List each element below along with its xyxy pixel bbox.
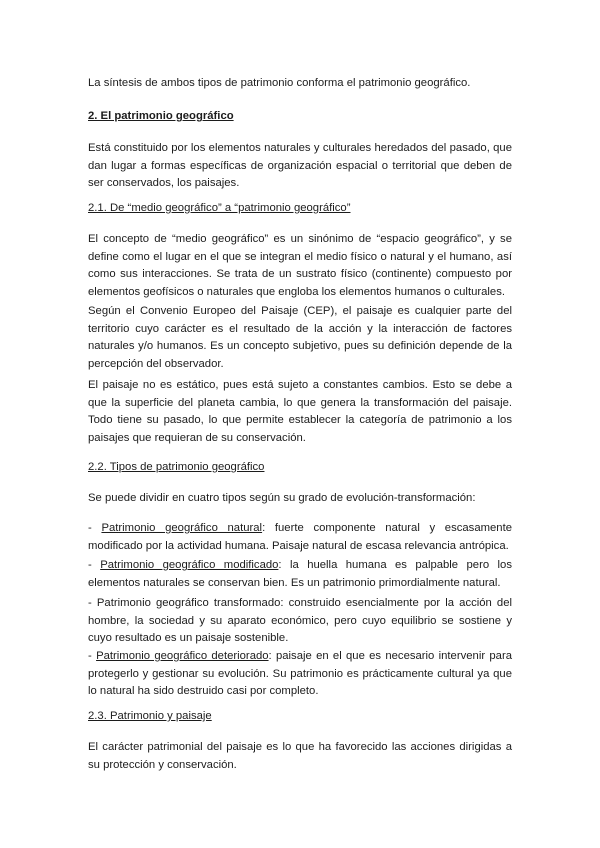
- section-2-2-heading: 2.2. Tipos de patrimonio geográfico: [88, 461, 265, 473]
- intro-paragraph: La síntesis de ambos tipos de patrimonio conforma el patrimonio geográfico.: [88, 77, 471, 89]
- list-bullet: -: [88, 597, 97, 609]
- list-item: [88, 595, 512, 648]
- types-intro-paragraph: Se puede dividir en cuatro tipos según su grado de evolución-transformación:: [88, 492, 476, 504]
- static-landscape-paragraph: El paisaje no es estático, pues está sujeto a constantes cambios. Esto se debe a que la superficie del planeta cambia, lo que genera la transformación del paisaje. Todo tiene su pasado, lo que permite establecer la categoría de patrimonio a los paisajes que requieran de su conservación.: [88, 379, 512, 444]
- list-item-text: : la huella humana es palpable pero los elementos naturales se conservan bien. Es un patrimonio primordialmente natural.: [88, 559, 512, 589]
- list-item-text: : fuerte componente natural y escasamente modificado por la actividad humana. Paisaje natural de escasa relevancia antrópica.: [88, 522, 513, 552]
- list-bullet: -: [88, 650, 97, 662]
- section-2-heading: 2. El patrimonio geográfico: [88, 110, 234, 122]
- list-item-term: Patrimonio geográfico natural: [101, 522, 263, 534]
- list-bullet: -: [88, 559, 101, 571]
- list-item-term: Patrimonio geográfico modificado: [100, 559, 279, 571]
- last-paragraph: El carácter patrimonial del paisaje es lo que ha favorecido las acciones dirigidas a su protección y conservación.: [88, 741, 512, 771]
- list-item: [88, 520, 512, 555]
- concept-paragraph: El concepto de “medio geográfico” es un sinónimo de “espacio geográfico”, y se define como el lugar en el que se integran el medio físico o natural y el humano, así como sus interacciones. Se trata de un sustrato físico (continente) compuesto por elementos geofísicos o naturales que engloba los elementos humanos o culturales.: [88, 233, 512, 298]
- section-2-1-heading: 2.1. De “medio geográfico” a “patrimonio geográfico”: [88, 202, 351, 214]
- list-bullet: -: [88, 522, 102, 534]
- list-item-text: : paisaje en el que es necesario intervenir para protegerlo y gestionar su evolución. Su patrimonio es prácticamente cultural ya que lo natural ha sido destruido casi por completo.: [88, 650, 512, 697]
- definition-paragraph: Está constituido por los elementos naturales y culturales heredados del pasado, que dan lugar a formas específicas de organización espacial o territorial que deben de ser conservados, los paisajes.: [88, 142, 512, 189]
- list-item: [88, 648, 512, 701]
- list-item-term: Patrimonio geográfico deteriorado: [96, 650, 269, 662]
- section-2-3-heading: 2.3. Patrimonio y paisaje: [88, 710, 212, 722]
- cep-paragraph: Según el Convenio Europeo del Paisaje (CEP), el paisaje es cualquier parte del territorio cuyo carácter es el resultado de la acción y la interacción de factores naturales y/o humanos. Es un concepto subjetivo, pues su definición depende de la percepción del observador.: [88, 305, 512, 370]
- list-item-term: Patrimonio geográfico transformado: [96, 597, 281, 609]
- list-item: [88, 557, 512, 592]
- list-item-text: : construido esencialmente por la acción del hombre, la sociedad y su aparato económico, pero cuyo equilibrio se sostiene y cuyo resultado es un paisaje sostenible.: [88, 597, 512, 644]
